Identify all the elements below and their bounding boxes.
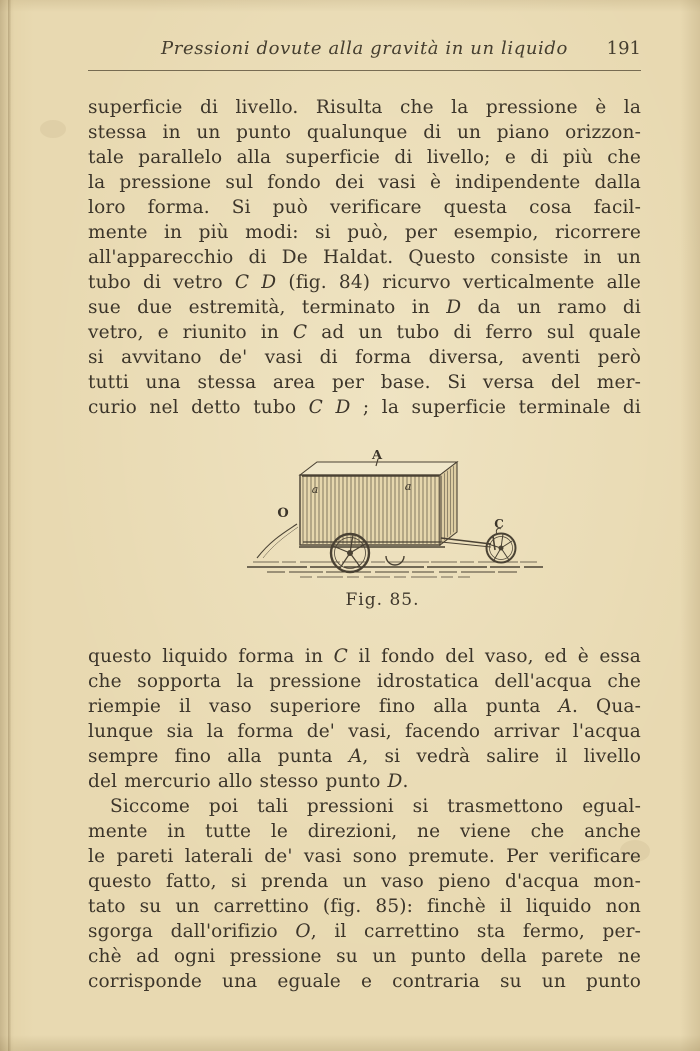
running-head <box>88 38 641 60</box>
text-line: corrisponde una eguale e contraria su un punto <box>88 971 641 992</box>
text-line: lunque sia la forma de' vasi, facendo arrivar l'acqua <box>88 721 641 742</box>
text-line: loro forma. Si può verificare questa cosa facil- <box>88 197 641 218</box>
text-line: questo liquido forma in C il fondo del vaso, ed è essa <box>88 646 641 667</box>
text-line: chè ad ogni pressione su un punto della parete ne <box>88 946 641 967</box>
text-line: la pressione sul fondo dei vasi è indipendente dalla <box>88 172 641 193</box>
figure-caption: Fig. 85. <box>345 590 420 610</box>
cart-with-water-tank-illustration <box>245 450 545 582</box>
text-line: riempie il vaso superiore fino alla punta A. Qua- <box>88 696 641 717</box>
text-line: tato su un carrettino (fig. 85): finchè il liquido non <box>88 896 641 917</box>
tank-body <box>300 459 457 545</box>
text-line: sempre fino alla punta A, si vedrà salire il livello <box>88 746 641 767</box>
text-line: vetro, e riunito in C ad un tubo di ferro sul quale <box>88 322 641 343</box>
label-inner-right-a: a <box>404 480 411 493</box>
figure-85 <box>88 450 641 610</box>
text-line: tale parallelo alla superficie di livello; e di più che <box>88 147 641 168</box>
text-line: del mercurio allo stesso punto D. <box>88 771 409 792</box>
water-jet <box>257 524 297 558</box>
label-wheel-C: C <box>493 517 504 531</box>
label-inner-left-a: a <box>311 483 318 496</box>
paper-blotch <box>40 120 66 138</box>
ground-hatching <box>247 562 543 577</box>
page-number: 191 <box>606 38 641 59</box>
page-spine-crease <box>8 0 11 1051</box>
text-line: superficie di livello. Risulta che la pressione è la <box>88 97 641 118</box>
text-line: che sopporta la pressione idrostatica dell'acqua che <box>88 671 641 692</box>
text-line: sgorga dall'orifizio O, il carrettino sta fermo, per- <box>88 921 641 942</box>
text-line: mente in tutte le direzioni, ne viene che anche <box>88 821 641 842</box>
right-wheel <box>486 528 515 562</box>
paragraph-block-1 <box>88 95 641 420</box>
text-line: all'apparecchio di De Haldat. Questo consiste in un <box>88 247 641 268</box>
text-line: tutti una stessa area per base. Si versa del mer- <box>88 372 641 393</box>
rear-wheel-partial <box>386 556 404 565</box>
text-line: si avvitano de' vasi di forma diversa, aventi però <box>88 347 641 368</box>
text-line: Siccome poi tali pressioni si trasmettono egual- <box>110 796 641 817</box>
label-orifice-O: O <box>276 506 289 521</box>
text-line: mente in più modi: si può, per esempio, ricorrere <box>88 222 641 243</box>
label-punta-A: A <box>371 450 382 463</box>
text-line: le pareti laterali de' vasi sono premute. Per verificare <box>88 846 641 867</box>
text-line: stessa in un punto qualunque di un piano orizzon- <box>88 122 641 143</box>
header-rule <box>88 70 641 71</box>
text-line: tubo di vetro C D (fig. 84) ricurvo verticalmente alle <box>88 272 641 293</box>
page-content <box>88 0 641 994</box>
paragraph-block-2 <box>88 644 641 994</box>
text-line: questo fatto, si prenda un vaso pieno d'acqua mon- <box>88 871 641 892</box>
water-jet-inner <box>263 527 298 558</box>
running-head-title: Pressioni dovute alla gravità in un liquido <box>161 38 568 59</box>
text-line: curio nel detto tubo C D ; la superficie terminale di <box>88 397 641 418</box>
text-line: sue due estremità, terminato in D da un ramo di <box>88 297 641 318</box>
